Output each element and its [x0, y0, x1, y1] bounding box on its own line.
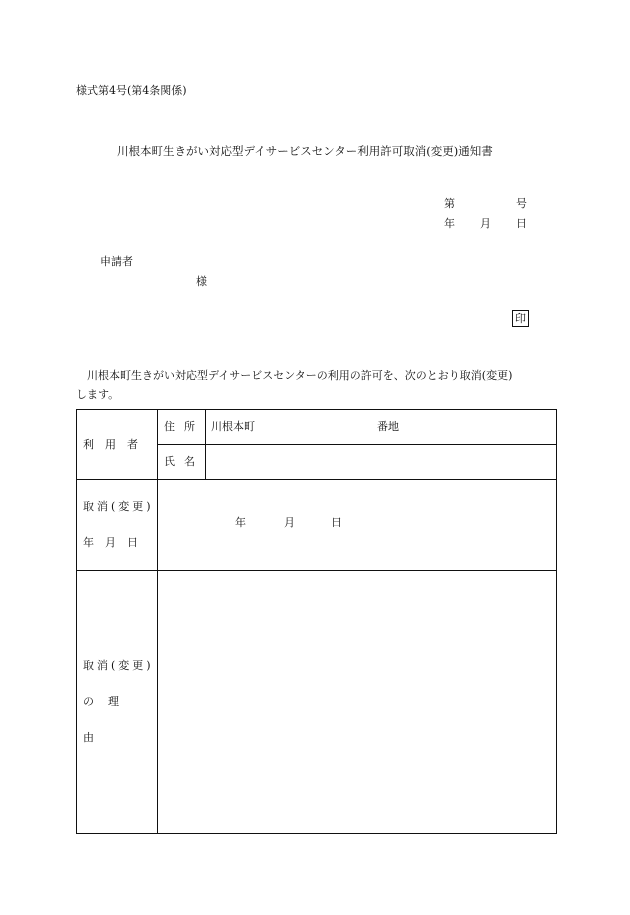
- form-number: 様式第4号(第4条関係): [76, 84, 187, 97]
- body-paragraph: [76, 366, 556, 404]
- user-label: 利用者: [77, 410, 158, 480]
- seal-mark: 印: [512, 310, 529, 327]
- address-town: 川根本町: [211, 420, 255, 433]
- name-label: 氏名: [158, 445, 206, 480]
- date-year: 年: [235, 516, 246, 529]
- address-suffix: 番地: [377, 420, 399, 433]
- document-title: 川根本町生きがい対応型デイサービスセンター利用許可取消(変更)通知書: [117, 144, 493, 158]
- doc-date-month: 月: [480, 217, 491, 230]
- date-month: 月: [284, 516, 295, 529]
- doc-date-day: 日: [516, 217, 527, 230]
- date-day: 日: [331, 516, 342, 529]
- honorific: 様: [196, 275, 207, 288]
- date-label-2: 年月日: [83, 536, 149, 549]
- date-field[interactable]: [158, 480, 557, 571]
- reason-field[interactable]: [158, 571, 557, 834]
- body-line-1: 川根本町生きがい対応型デイサービスセンターの利用の許可を、次のとおり取消(変更): [87, 369, 513, 382]
- doc-date-year: 年: [444, 217, 455, 230]
- notice-form-table: [76, 409, 557, 834]
- address-field[interactable]: [206, 410, 557, 445]
- doc-number-suffix: 号: [516, 197, 527, 210]
- applicant-label: 申請者: [100, 255, 133, 268]
- date-label-1: 取消(変更): [83, 500, 154, 513]
- date-label-cell: [77, 480, 158, 571]
- doc-number-prefix: 第: [444, 197, 455, 210]
- reason-label-cell: [77, 571, 158, 834]
- name-field[interactable]: [206, 445, 557, 480]
- address-label: 住所: [158, 410, 206, 445]
- reason-label-1: 取消(変更): [83, 659, 154, 672]
- body-line-2: します。: [76, 388, 120, 401]
- reason-label-2: の理由: [83, 695, 133, 744]
